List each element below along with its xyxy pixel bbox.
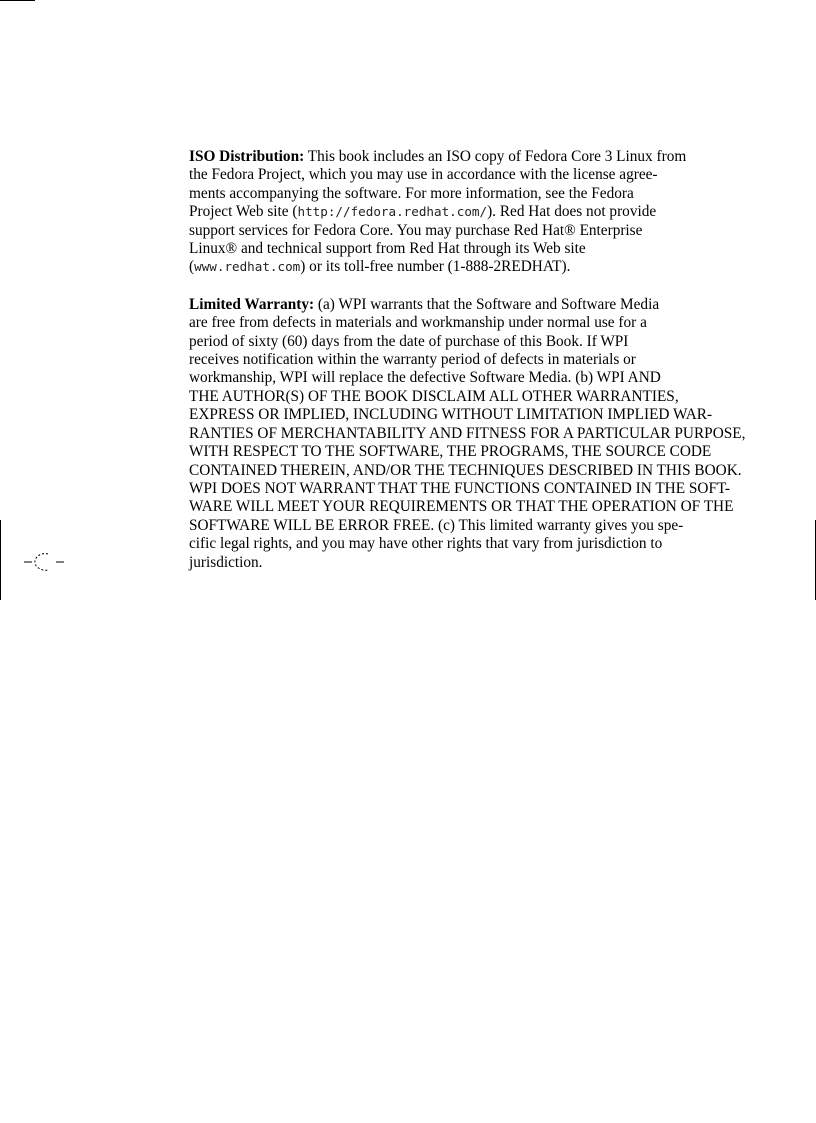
iso-distribution-paragraph [189, 148, 711, 277]
iso-line-5: support services for Fedora Core. You may purchase Red Hat® Enterprise [189, 221, 643, 239]
fedora-url-link[interactable]: http://fedora.redhat.com/ [297, 204, 488, 220]
redhat-url-link[interactable]: www.redhat.com [194, 259, 301, 275]
warranty-line-1: Limited Warranty: (a) WPI warrants that the Software and Software Media [189, 295, 660, 313]
iso-line-4: Project Web site (http://fedora.redhat.com/). Red Hat does not provide [189, 203, 657, 221]
warranty-heading: Limited Warranty: [189, 295, 315, 313]
iso-line-7: (www.redhat.com) or its toll-free number (1-888-2REDHAT). [189, 258, 571, 276]
iso-heading: ISO Distribution: [189, 148, 305, 165]
warranty-line: CONTAINED THEREIN, AND/OR THE TECHNIQUES DESCRIBED IN THIS BOOK. [189, 461, 742, 479]
iso-line-2: the Fedora Project, which you may use in accordance with the license agree- [189, 166, 658, 184]
warranty-line: workmanship, WPI will replace the defective Software Media. (b) WPI AND [189, 369, 661, 387]
iso-line-1: ISO Distribution: This book includes an ISO copy of Fedora Core 3 Linux from [189, 148, 687, 165]
warranty-line: period of sixty (60) days from the date of purchase of this Book. If WPI [189, 332, 629, 350]
iso-line-3: ments accompanying the software. For more information, see the Fedora [189, 184, 634, 202]
registration-mark-icon [22, 550, 66, 574]
warranty-line: jurisdiction. [189, 553, 263, 571]
page-content [189, 148, 746, 591]
warranty-line: WITH RESPECT TO THE SOFTWARE, THE PROGRAMS, THE SOURCE CODE [189, 443, 712, 461]
warranty-line: cific legal rights, and you may have other rights that vary from jurisdiction to [189, 535, 663, 553]
crop-mark-left [0, 520, 1, 600]
limited-warranty-paragraph [189, 295, 746, 572]
warranty-line: WPI DOES NOT WARRANT THAT THE FUNCTIONS CONTAINED IN THE SOFT- [189, 479, 730, 497]
warranty-line: SOFTWARE WILL BE ERROR FREE. (c) This limited warranty gives you spe- [189, 516, 684, 534]
warranty-line: WARE WILL MEET YOUR REQUIREMENTS OR THAT THE OPERATION OF THE [189, 498, 734, 516]
warranty-line: are free from defects in materials and workmanship under normal use for a [189, 314, 647, 332]
warranty-line: EXPRESS OR IMPLIED, INCLUDING WITHOUT LIMITATION IMPLIED WAR- [189, 406, 713, 424]
crop-mark-top-left [0, 0, 35, 1]
iso-line-6: Linux® and technical support from Red Hat through its Web site [189, 240, 586, 258]
warranty-line: RANTIES OF MERCHANTABILITY AND FITNESS FOR A PARTICULAR PURPOSE, [189, 424, 746, 442]
warranty-line: receives notification within the warranty period of defects in materials or [189, 351, 636, 369]
warranty-line: THE AUTHOR(S) OF THE BOOK DISCLAIM ALL OTHER WARRANTIES, [189, 387, 679, 405]
